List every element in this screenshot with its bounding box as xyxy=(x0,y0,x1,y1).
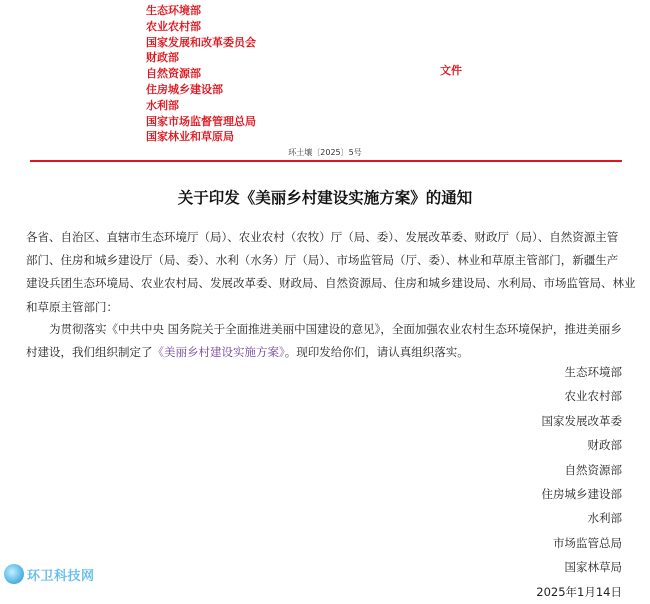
signer-name: 水利部 xyxy=(587,511,622,526)
watermark-text: 环卫科技网 xyxy=(27,568,95,584)
document-suffix: 文件 xyxy=(440,64,462,77)
signer-name: 财政部 xyxy=(587,438,622,453)
signer-name: 国家林草局 xyxy=(564,560,622,575)
addressee-line: 部门、住房和城乡建设厅（局、委）、水利（水务）厅（局）、市场监管局（厅、委）、林业和草原主管部门，新疆生产 xyxy=(26,253,619,268)
issuer-name: 国家林业和草原局 xyxy=(146,130,234,144)
addressee-block xyxy=(26,226,636,319)
body-text: 。现印发给你们，请认真组织落实。 xyxy=(284,345,469,360)
signer-name: 生态环境部 xyxy=(564,365,622,379)
red-divider xyxy=(30,160,622,162)
addressee-line: 和草原主管部门： xyxy=(26,299,118,314)
notice-body xyxy=(26,318,626,364)
issuer-name: 自然资源部 xyxy=(146,67,201,81)
signing-date: 2025年1月14日 xyxy=(536,584,622,599)
plan-link[interactable]: 《美丽乡村建设实施方案》 xyxy=(152,345,285,360)
addressee-line: 建设兵团生态环境局、农业农村局、发展改革委、财政局、自然资源局、住房和城乡建设局、水利局、市场监管局、林业 xyxy=(26,276,636,291)
document-number: 环土壤〔2025〕5号 xyxy=(288,148,362,157)
addressee-line: 各省、自治区、直辖市生态环境厅（局）、农业农村（农牧）厅（局、委）、发展改革委、财政厅（局）、自然资源主管 xyxy=(26,230,619,244)
issuer-name: 农业农村部 xyxy=(146,19,201,33)
notice-title: 关于印发《美丽乡村建设实施方案》的通知 xyxy=(177,189,473,207)
issuer-name: 财政部 xyxy=(146,51,179,65)
watermark xyxy=(4,564,95,584)
issuer-name: 国家发展和改革委员会 xyxy=(146,35,256,49)
signatories xyxy=(536,360,622,604)
signer-name: 市场监管总局 xyxy=(553,535,622,550)
issuing-authorities xyxy=(146,3,256,145)
issuer-name: 水利部 xyxy=(146,98,179,112)
issuer-name: 生态环境部 xyxy=(146,4,201,17)
issuer-name: 国家市场监督管理总局 xyxy=(146,114,256,128)
body-line: 为贯彻落实《中共中央 国务院关于全面推进美丽中国建设的意见》，全面加强农业农村生态环境保护，推进美丽乡 xyxy=(49,322,622,336)
signer-name: 国家发展改革委 xyxy=(541,413,622,428)
issuer-name: 住房城乡建设部 xyxy=(146,82,223,96)
signer-name: 农业农村部 xyxy=(564,389,622,404)
signer-name: 住房城乡建设部 xyxy=(541,487,622,502)
body-text: 村建设，我们组织制定了 xyxy=(26,345,153,360)
signer-name: 自然资源部 xyxy=(564,462,622,477)
globe-logo-icon xyxy=(4,564,24,584)
